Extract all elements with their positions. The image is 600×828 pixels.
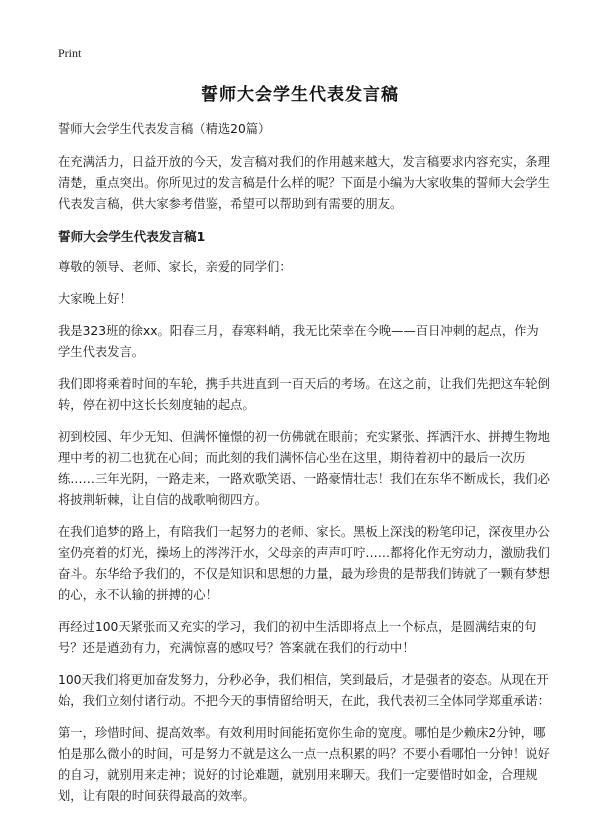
paragraph: 再经过100天紧张而又充实的学习，我们的初中生活即将点上一个标点，是圆满结束的句号？还是遒劲有力，充满惊喜的感叹号？答案就在我们的行动中！	[58, 620, 537, 655]
page-title: 誓师大会学生代表发言稿	[201, 85, 399, 105]
section-heading: 誓师大会学生代表发言稿1	[58, 229, 206, 244]
paragraph: 在我们追梦的路上，有陪我们一起努力的老师、家长。黑板上深浅的粉笔印记，深夜里办公室仍亮着的灯光，操场上的涔涔汗水，父母亲的声声叮咛……都将化作无穷动力，激励我们奋斗。东华给予我们的，不仅是知识和思想的力量，最为珍贵的是帮我们铸就了一颗有梦想的心，永不认输的拼搏的心！	[58, 525, 550, 602]
paragraph: 初到校园、年少无知、但满怀憧憬的初一仿佛就在眼前；充实紧张、挥洒汗水、拼搏生物地理中考的初二也犹在心间；而此刻的我们满怀信心坐在这里，期待着初中的最后一次历练……三年光阴，一路走来，一路欢歌笑语、一路豪情壮志！我们在东华不断成长，我们必将披荆斩棘，让自信的战歌响彻四方。	[58, 430, 550, 507]
document-body	[58, 119, 550, 818]
paragraph: 我们即将乘着时间的车轮，携手共进直到一百天后的考场。在这之前，让我们先把这车轮倒转，停在初中这长长刻度轴的起点。	[58, 377, 550, 412]
paragraph-evening: 大家晚上好！	[58, 292, 132, 306]
print-link[interactable]: Print	[58, 46, 82, 60]
intro-paragraph: 在充满活力，日益开放的今天，发言稿对我们的作用越来越大，发言稿要求内容充实，条理清楚，重点突出。你所见过的发言稿是什么样的呢？下面是小编为大家收集的誓师大会学生代表发言稿，供大家参考借鉴，希望可以帮助到有需要的朋友。	[58, 155, 550, 211]
subtitle: 誓师大会学生代表发言稿（精选20篇）	[58, 122, 271, 136]
paragraph: 我是323班的徐xx。阳春三月，春寒料峭，我无比荣幸在今晚——百日冲刺的起点，作为学生代表发言。	[58, 324, 539, 359]
paragraph: 100天我们将更加奋发努力，分秒必争，我们相信，笑到最后，才是强者的姿态。从现在开始，我们立刻付诸行动。不把今天的事情留给明天，在此，我代表初三全体同学郑重承诺：	[58, 673, 550, 708]
paragraph: 第一，珍惜时间、提高效率。有效利用时间能拓宽你生命的宽度。哪怕是少赖床2分钟，哪怕是那么微小的时间，可是努力不就是这么一点一点积累的吗？不要小看哪怕一分钟！说好的自习，就别用来走神；说好的讨论难题，就别用来聊天。我们一定要惜时如金，合理规划，让有限的时间获得最高的效率。	[58, 726, 550, 803]
paragraph-greeting: 尊敬的领导、老师、家长，亲爱的同学们：	[58, 260, 292, 274]
